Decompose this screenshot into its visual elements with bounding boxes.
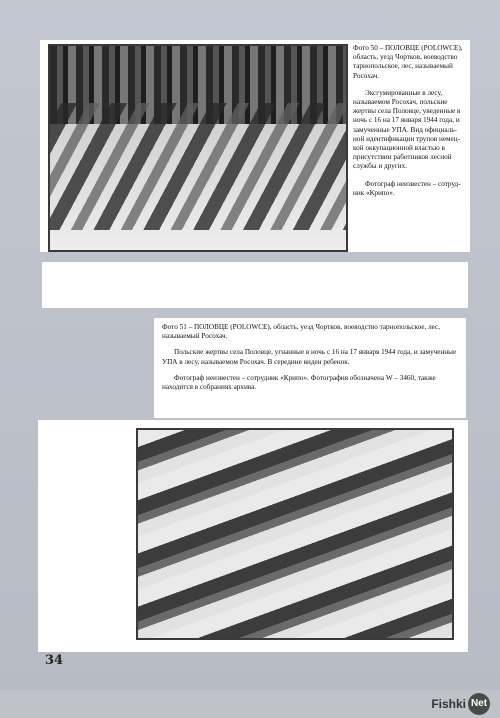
photo-50: [48, 44, 348, 252]
watermark-bar: [0, 690, 500, 718]
photo-51: [136, 428, 454, 640]
photo-50-caption-photographer: Фотограф неизвестен – сотруд-ник «Крипо».: [353, 179, 461, 197]
site-watermark[interactable]: [431, 692, 490, 716]
photo-50-caption: [353, 44, 465, 206]
page-number: 34: [45, 653, 64, 668]
photo-51-figures: [138, 430, 452, 638]
photo-50-caption-title: Фото 50 – ПОЛОВЦЕ (POLOWCE), область, уезд Чортков, воеводство тарнопольское, лес, называемый Росохач.: [353, 44, 463, 80]
photo-51-caption-photographer: Фотограф неизвестен – сотрудник «Крипо». Фотография обозначена W – 3460, также находится в собраниях архива.: [162, 373, 436, 392]
photo-51-caption-body: Польские жертвы села Половце, угнанные в ночь с 16 на 17 января 1944 года, и замученные УПА в лесу, называемом Росохач. В середине виден ребенок.: [162, 348, 457, 366]
watermark-text: Fishki: [431, 697, 466, 711]
watermark-badge: Net: [468, 693, 490, 715]
photo-51-caption: [162, 323, 458, 399]
photo-51-caption-title: Фото 51 – ПОЛОВЦЕ (POLOWCE), область, уезд Чортков, воеводство тарнопольское, лес, называемый Росохач.: [162, 323, 441, 341]
paper-strip-middle: [42, 262, 468, 308]
photo-50-caption-body: Эксгумированные в лесу, называемом Росохач, польские жертвы села Половце, уведенные в ночь с 16 на 17 января 1944 года, и замученные УПА. Вид официаль-ной идентификации трупов немец-кой оккупационной властью в присутствии работников лесной службы и других.: [353, 88, 461, 171]
photo-50-figures: [50, 103, 346, 229]
